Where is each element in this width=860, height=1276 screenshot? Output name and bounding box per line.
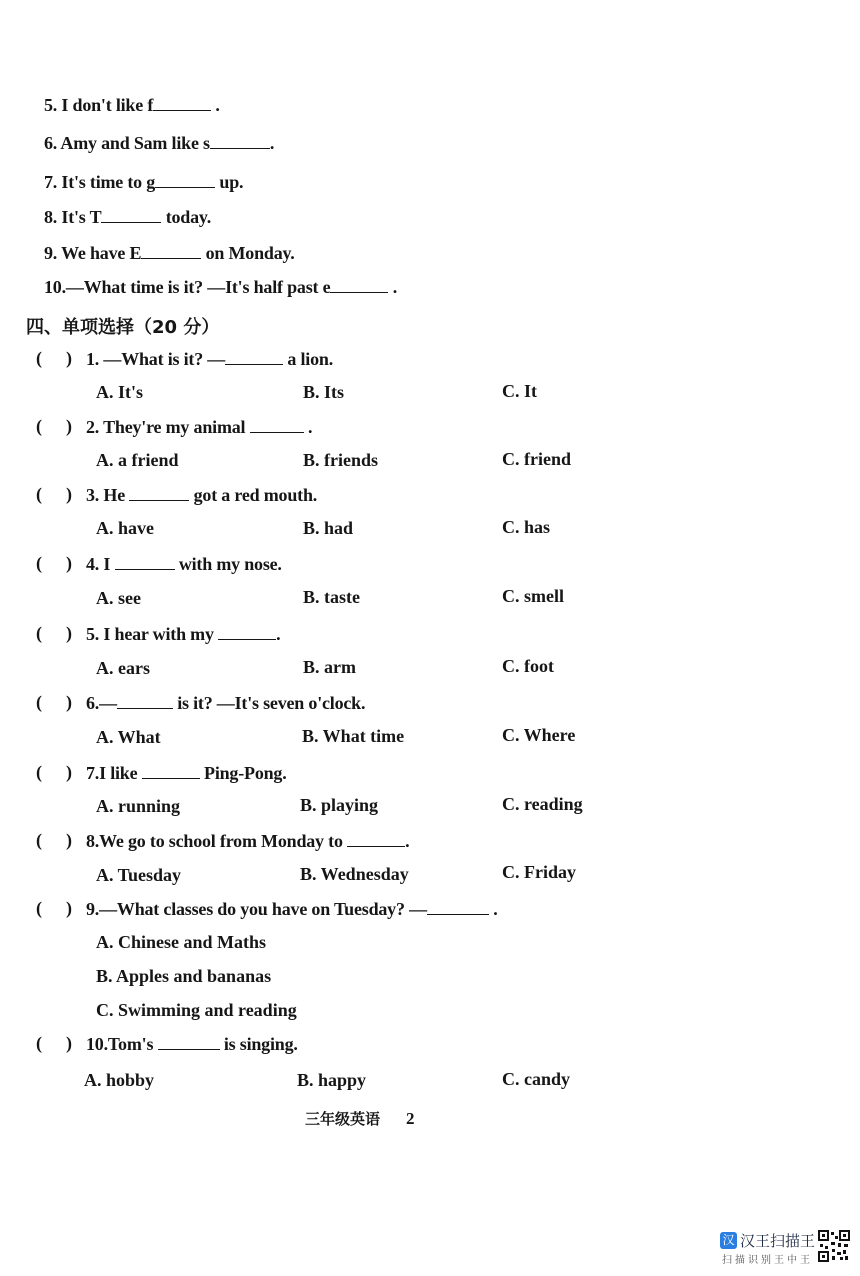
option-b[interactable]: B. Wednesday — [300, 864, 409, 884]
question-text: is singing. — [219, 1034, 298, 1054]
fill-in-text: 10.—What time is it? —It's half past e — [44, 277, 331, 297]
option-c[interactable]: C. friend — [502, 449, 571, 469]
answer-paren-open: ( — [36, 830, 42, 850]
fill-in-text: on Monday. — [201, 243, 295, 263]
question-6 — [86, 692, 365, 714]
option-c[interactable]: C. has — [502, 517, 551, 537]
answer-blank[interactable] — [141, 244, 201, 259]
question-1 — [86, 348, 333, 370]
option-a[interactable]: A. see — [96, 588, 141, 608]
answer-blank[interactable] — [129, 486, 189, 501]
question-text: got a red mouth. — [189, 485, 318, 505]
answer-blank[interactable] — [101, 208, 161, 223]
option-c[interactable]: C. reading — [502, 794, 583, 814]
option-b[interactable]: B. What time — [302, 726, 405, 746]
option-c[interactable]: C. smell — [502, 586, 564, 606]
fill-in-item-8 — [44, 206, 211, 228]
option-c[interactable]: C. Swimming and reading — [96, 1000, 297, 1020]
option-a[interactable]: A. What — [96, 727, 161, 747]
option-b[interactable]: B. Apples and bananas — [96, 966, 272, 986]
fill-in-item-9 — [44, 242, 295, 264]
answer-blank[interactable] — [250, 418, 304, 433]
question-text: 5. I hear with my — [86, 624, 219, 644]
option-b[interactable]: B. had — [303, 518, 354, 538]
answer-blank[interactable] — [210, 134, 270, 149]
answer-blank[interactable] — [155, 173, 215, 188]
answer-blank[interactable] — [218, 625, 276, 640]
option-b[interactable]: B. taste — [303, 587, 360, 607]
question-2 — [86, 416, 312, 438]
answer-blank[interactable] — [153, 96, 211, 111]
page-number: 2 — [406, 1109, 415, 1128]
question-text: 1. —What is it? — — [86, 349, 226, 369]
option-a[interactable]: A. have — [96, 518, 154, 538]
fill-in-text: today. — [161, 207, 212, 227]
option-c[interactable]: C. Friday — [502, 862, 576, 882]
option-b[interactable]: B. playing — [300, 795, 379, 815]
option-c[interactable]: C. It — [502, 381, 537, 401]
option-a[interactable]: A. Tuesday — [96, 865, 182, 885]
option-b[interactable]: B. friends — [303, 450, 379, 470]
option-a[interactable]: A. a friend — [96, 450, 179, 470]
fill-in-text: up. — [215, 172, 244, 192]
fill-in-text: 6. Amy and Sam like s — [44, 133, 210, 153]
answer-blank[interactable] — [117, 694, 173, 709]
question-7 — [86, 762, 287, 784]
answer-paren-close: ) — [66, 416, 72, 436]
fill-in-text: . — [211, 95, 220, 115]
option-b[interactable]: B. arm — [303, 657, 356, 677]
fill-in-text: 9. We have E — [44, 243, 142, 263]
question-text: 3. He — [86, 485, 130, 505]
answer-paren-open: ( — [36, 762, 42, 782]
option-a[interactable]: A. ears — [96, 658, 150, 678]
option-c[interactable]: C. foot — [502, 656, 554, 676]
option-a[interactable]: A. running — [96, 796, 181, 816]
answer-blank[interactable] — [225, 350, 283, 365]
option-b[interactable]: B. happy — [297, 1070, 367, 1090]
option-a[interactable]: A. It's — [96, 382, 144, 402]
question-3 — [86, 484, 317, 506]
answer-paren-open: ( — [36, 484, 42, 504]
question-text: a lion. — [283, 349, 334, 369]
answer-paren-close: ) — [66, 553, 72, 573]
question-text: . — [276, 624, 281, 644]
question-8 — [86, 830, 409, 852]
page-footer — [305, 1108, 415, 1129]
fill-in-item-5 — [44, 94, 220, 116]
answer-paren-open: ( — [36, 1033, 42, 1053]
answer-paren-close: ) — [66, 484, 72, 504]
scanner-slogan: 扫描识别王中王 — [722, 1255, 813, 1266]
question-text: . — [405, 831, 410, 851]
question-text: 7.I like — [86, 763, 142, 783]
answer-paren-close: ) — [66, 898, 72, 918]
fill-in-text: 8. It's T — [44, 207, 102, 227]
answer-paren-open: ( — [36, 553, 42, 573]
question-text: 8.We go to school from Monday to — [86, 831, 348, 851]
question-text: . — [488, 899, 498, 919]
answer-paren-open: ( — [36, 348, 42, 368]
qr-code-icon — [818, 1230, 850, 1262]
answer-blank[interactable] — [330, 278, 388, 293]
fill-in-text: . — [388, 277, 398, 297]
answer-blank[interactable] — [115, 555, 175, 570]
question-9 — [86, 898, 498, 920]
option-b[interactable]: B. Its — [303, 382, 345, 402]
option-a[interactable]: A. hobby — [84, 1070, 155, 1090]
scanner-logo-icon: 汉 — [720, 1232, 737, 1249]
scanner-watermark — [720, 1230, 852, 1266]
fill-in-text: . — [269, 133, 275, 153]
answer-paren-close: ) — [66, 1033, 72, 1053]
question-text: . — [303, 417, 313, 437]
answer-paren-open: ( — [36, 692, 42, 712]
answer-paren-close: ) — [66, 692, 72, 712]
answer-paren-close: ) — [66, 830, 72, 850]
answer-paren-open: ( — [36, 898, 42, 918]
answer-paren-close: ) — [66, 348, 72, 368]
answer-paren-open: ( — [36, 416, 42, 436]
fill-in-text: 7. It's time to g — [44, 172, 156, 192]
question-text: is it? —It's seven o'clock. — [172, 693, 366, 713]
question-text: 6.— — [86, 693, 117, 713]
question-text: 4. I — [86, 554, 115, 574]
answer-paren-open: ( — [36, 623, 42, 643]
scanner-brand-name: 汉王扫描王 — [740, 1232, 816, 1250]
answer-paren-close: ) — [66, 762, 72, 782]
fill-in-item-7 — [44, 171, 243, 193]
answer-blank[interactable] — [158, 1035, 220, 1050]
question-5 — [86, 623, 280, 645]
fill-in-text: 5. I don't like f — [44, 95, 154, 115]
question-text: 10.Tom's — [86, 1034, 158, 1054]
question-10 — [86, 1033, 298, 1055]
footer-label: 三年级英语 — [305, 1110, 381, 1128]
answer-blank[interactable] — [427, 900, 489, 915]
question-4 — [86, 553, 282, 575]
option-c[interactable]: C. Where — [502, 725, 576, 745]
question-text: Ping-Pong. — [199, 763, 287, 783]
answer-blank[interactable] — [142, 764, 200, 779]
question-text: with my nose. — [174, 554, 282, 574]
fill-in-item-6 — [44, 132, 274, 154]
option-c[interactable]: C. candy — [502, 1069, 571, 1089]
fill-in-item-10 — [44, 276, 397, 298]
question-text: 2. They're my animal — [86, 417, 250, 437]
option-a[interactable]: A. Chinese and Maths — [96, 932, 267, 952]
question-text: 9.—What classes do you have on Tuesday? — — [86, 899, 427, 919]
answer-paren-close: ) — [66, 623, 72, 643]
answer-blank[interactable] — [347, 832, 405, 847]
section-heading: 四、单项选择（20 分） — [26, 317, 220, 338]
